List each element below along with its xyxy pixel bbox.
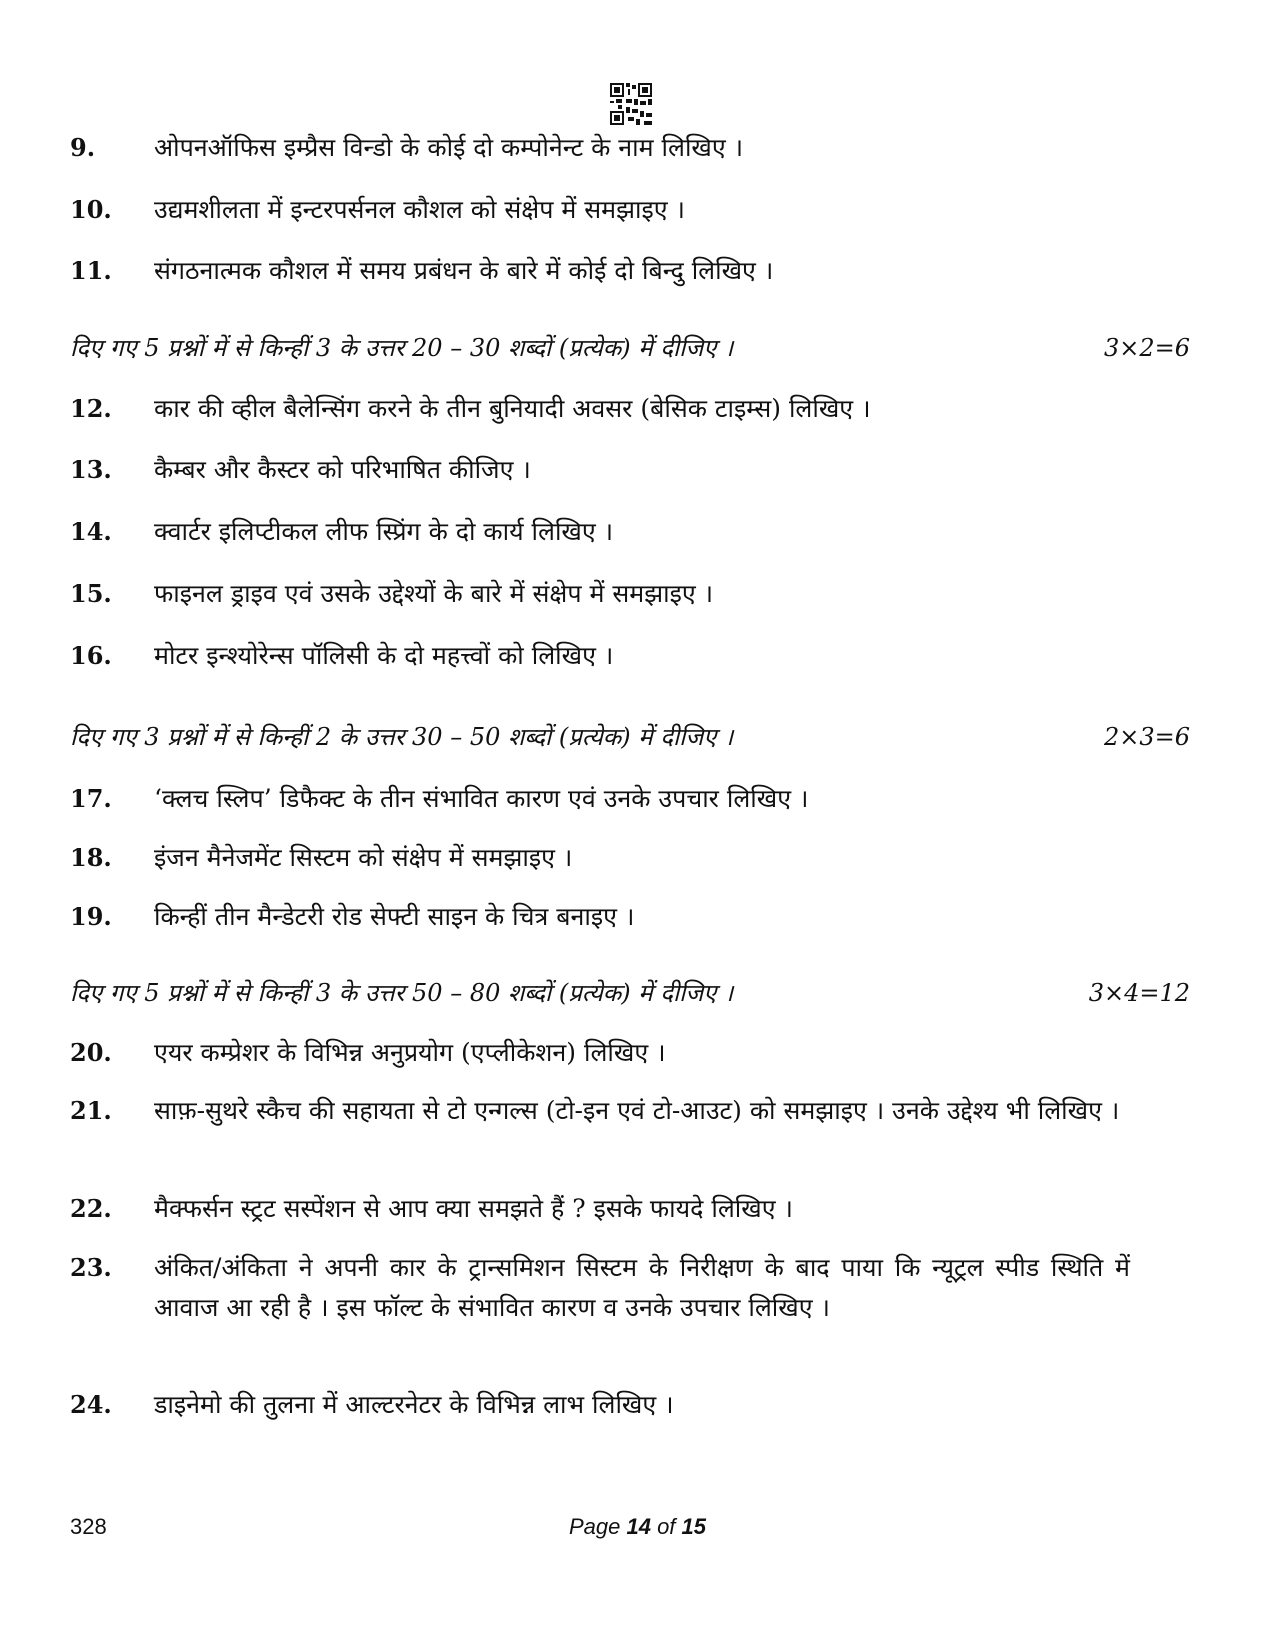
question-number: 16. (70, 641, 112, 670)
question-text: साफ़-सुथरे स्कैच की सहायता से टो एन्गल्स (टो-इन एवं टो-आउट) को समझाइए । उनके उद्देश्य भी लिखिए । (154, 1096, 1120, 1125)
question-text: इंजन मैनेजमेंट सिस्टम को संक्षेप में समझाइए । (154, 843, 573, 872)
question-10 (70, 190, 1130, 230)
section-marks: 3×2=6 (1103, 334, 1190, 362)
question-18 (70, 838, 1130, 878)
question-number: 22. (70, 1194, 112, 1223)
section-instruction-1 (70, 328, 1190, 368)
question-20 (70, 1033, 1130, 1073)
section-instruction-text: दिए गए 5 प्रश्नों में से किन्हीं 3 के उत्तर 50 – 80 शब्दों (प्रत्येक) में दीजिए । (70, 979, 734, 1007)
question-number: 23. (70, 1253, 112, 1282)
question-19 (70, 897, 1130, 937)
question-number: 19. (70, 902, 112, 931)
question-number: 15. (70, 579, 112, 608)
question-text: ‘क्लच स्लिप’ डिफैक्ट के तीन संभावित कारण एवं उनके उपचार लिखिए । (154, 784, 809, 813)
page-prefix: Page (568, 1514, 627, 1539)
question-text: फाइनल ड्राइव एवं उसके उद्देश्यों के बारे में संक्षेप में समझाइए । (154, 579, 714, 608)
question-23 (70, 1248, 1130, 1328)
question-15 (70, 574, 1130, 614)
question-text: एयर कम्प्रेशर के विभिन्न अनुप्रयोग (एप्लीकेशन) लिखिए । (154, 1038, 666, 1067)
section-marks: 3×4=12 (1088, 979, 1190, 1007)
question-number: 11. (70, 256, 112, 285)
page-current: 14 (626, 1514, 651, 1539)
question-text: कार की व्हील बैलेन्सिंग करने के तीन बुनियादी अवसर (बेसिक टाइम्स) लिखिए । (154, 394, 871, 423)
question-22 (70, 1189, 1130, 1229)
page-total: 15 (681, 1514, 707, 1539)
paper-code: 328 (70, 1514, 107, 1539)
question-text: उद्यमशीलता में इन्टरपर्सनल कौशल को संक्षेप में समझाइए । (154, 195, 686, 224)
section-marks: 2×3=6 (1103, 723, 1190, 751)
section-instruction-2 (70, 717, 1190, 757)
question-number: 12. (70, 394, 112, 423)
question-text: ओपनऑफिस इम्प्रैस विन्डो के कोई दो कम्पोनेन्ट के नाम लिखिए । (154, 133, 744, 162)
question-text: अंकित/अंकिता ने अपनी कार के ट्रान्समिशन सिस्टम के निरीक्षण के बाद पाया कि न्यूट्रल स्पीड स्थिति में आवाज आ रही है । इस फॉल्ट के संभावित कारण व उनके उपचार लिखिए । (154, 1253, 1130, 1322)
question-text: मैक्फर्सन स्ट्रट सस्पेंशन से आप क्या समझते हैं ? इसके फायदे लिखिए । (154, 1194, 793, 1223)
page-number (0, 1512, 1275, 1542)
question-number: 21. (70, 1096, 112, 1125)
question-text: क्वार्टर इलिप्टीकल लीफ स्प्रिंग के दो कार्य लिखिए । (154, 517, 614, 546)
question-text: डाइनेमो की तुलना में आल्टरनेटर के विभिन्न लाभ लिखिए । (154, 1390, 674, 1419)
question-text: मोटर इन्श्योरेन्स पॉलिसी के दो महत्त्वों को लिखिए । (154, 641, 614, 670)
question-number: 13. (70, 455, 112, 484)
question-14 (70, 512, 1130, 552)
question-16 (70, 636, 1130, 676)
question-number: 14. (70, 517, 112, 546)
question-17 (70, 779, 1130, 819)
question-number: 24. (70, 1390, 112, 1419)
qr-code-icon (610, 83, 652, 125)
section-instruction-text: दिए गए 3 प्रश्नों में से किन्हीं 2 के उत्तर 30 – 50 शब्दों (प्रत्येक) में दीजिए । (70, 723, 734, 751)
question-number: 10. (70, 195, 112, 224)
section-instruction-3 (70, 973, 1190, 1013)
question-number: 20. (70, 1038, 112, 1067)
question-number: 17. (70, 784, 112, 813)
question-21 (70, 1091, 1130, 1131)
page-of: of (650, 1514, 682, 1539)
question-text: किन्हीं तीन मैन्डेटरी रोड सेफ्टी साइन के चित्र बनाइए । (154, 902, 635, 931)
section-instruction-text: दिए गए 5 प्रश्नों में से किन्हीं 3 के उत्तर 20 – 30 शब्दों (प्रत्येक) में दीजिए । (70, 334, 734, 362)
question-13 (70, 450, 1130, 490)
question-number: 9. (70, 133, 96, 162)
question-text: संगठनात्मक कौशल में समय प्रबंधन के बारे में कोई दो बिन्दु लिखिए । (154, 256, 774, 285)
question-text: कैम्बर और कैस्टर को परिभाषित कीजिए । (154, 455, 531, 484)
question-11 (70, 251, 1130, 291)
question-number: 18. (70, 843, 112, 872)
question-12 (70, 389, 1130, 429)
question-24 (70, 1385, 1130, 1425)
question-9 (70, 128, 1130, 168)
